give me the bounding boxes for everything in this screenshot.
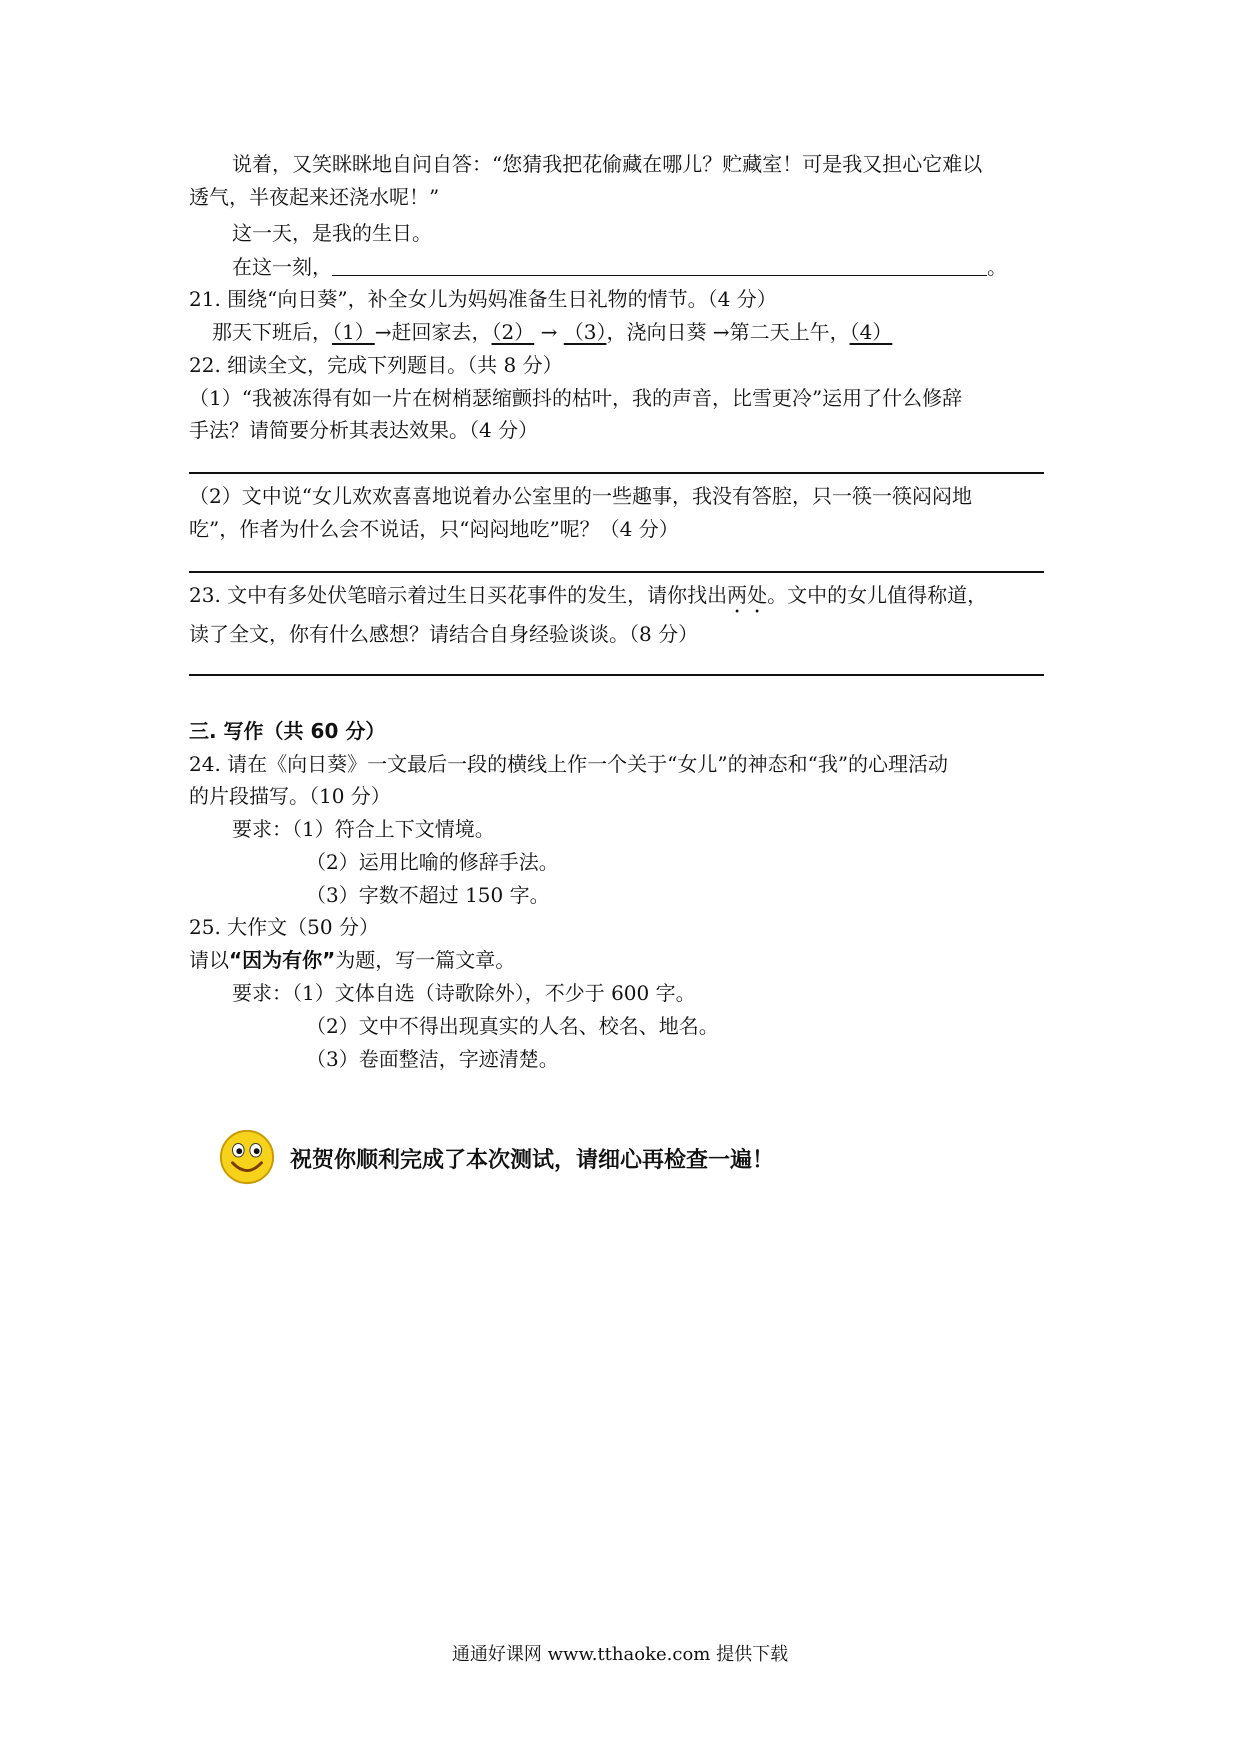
prompt-text-post: 为题，写一篇文章。 [335,948,516,972]
seq-text-2: →赶回家去， [374,320,492,344]
answer-blank[interactable] [332,255,987,276]
seq-blank-1[interactable]: （1） [332,320,375,344]
story-fill-suffix: 。 [987,255,1007,279]
smiley-face-icon [218,1128,276,1186]
question-25-requirement-3: （3）卷面整洁，字迹清楚。 [306,1047,559,1071]
question-24-requirement-1 [232,815,495,843]
seq-blank-2[interactable]: （2） [491,320,535,344]
question-22-2-line-2: 吃”，作者为什么会不说话，只“闷闷地吃”呢？（4 分） [189,517,679,541]
section-3-heading: 三. 写作（共 60 分） [189,719,386,743]
question-25-prompt [189,946,515,974]
story-fill-prefix: 在这一刻， [232,255,332,279]
question-22-2-line-1: （2）文中说“女儿欢欢喜喜地说着办公室里的一些趣事，我没有答腔，只一筷一筷闷闷地 [189,484,972,508]
story-line-1: 说着，又笑眯眯地自问自答：“您猜我把花偷藏在哪儿？贮藏室！可是我又担心它难以 [232,152,983,176]
requirement-label: 要求： [232,817,292,841]
closing-message: 祝贺你顺利完成了本次测试，请细心再检查一遍！ [290,1148,775,1173]
requirement-item: （1）文体自选（诗歌除外），不少于 600 字。 [292,981,696,1005]
page-footer: 通通好课网 www.tthaoke.com 提供下载 [451,1644,789,1665]
requirement-label: 要求： [232,981,292,1005]
question-24-line-2: 的片段描写。（10 分） [189,784,391,808]
question-25-requirement-1 [232,979,696,1007]
question-22-1-line-2: 手法？请简要分析其表达效果。（4 分） [189,418,539,442]
question-25-requirement-2: （2）文中不得出现真实的人名、校名、地名。 [306,1014,719,1038]
question-21-sequence [212,318,892,346]
question-22-1-line-1: （1）“我被冻得有如一片在树梢瑟缩颤抖的枯叶，我的声音，比雪更冷”运用了什么修辞 [189,386,963,410]
question-24-line-1: 24. 请在《向日葵》一文最后一段的横线上作一个关于“女儿”的神态和“我”的心理活动 [189,752,949,776]
question-24-requirement-2: （2）运用比喻的修辞手法。 [306,850,559,874]
prompt-text-pre: 请以 [189,948,229,972]
story-line-3: 这一天，是我的生日。 [232,221,432,245]
question-21-title: 21. 围绕“向日葵”，补全女儿为妈妈准备生日礼物的情节。（4 分） [189,287,777,311]
answer-line-22-1[interactable] [189,472,1044,474]
story-line-2: 透气，半夜起来还浇水呢！” [189,185,440,209]
story-fill-line [232,253,1007,281]
essay-topic: “因为有你” [229,948,336,972]
requirement-item: （1）符合上下文情境。 [292,817,495,841]
seq-blank-3[interactable]: （3） [563,320,607,344]
seq-text-4: ，浇向日葵 →第二天上午， [606,320,850,344]
q23-emphasis: 两处 [727,583,768,607]
question-24-requirement-3: （3）字数不超过 150 字。 [306,883,550,907]
question-22-title: 22. 细读全文，完成下列题目。（共 8 分） [189,353,563,377]
seq-text-1: 那天下班后， [212,320,332,344]
question-23-line-2: 读了全文，你有什么感想？请结合自身经验谈谈。（8 分） [189,622,699,646]
seq-blank-4[interactable]: （4） [849,320,893,344]
question-25-title: 25. 大作文（50 分） [189,915,379,939]
answer-line-23[interactable] [189,674,1044,676]
question-23-line-1 [189,581,987,618]
answer-line-22-2[interactable] [189,571,1044,573]
q23-text-post: 。文中的女儿值得称道， [767,583,988,607]
seq-text-3: → [534,320,564,344]
q23-text-pre: 23. 文中有多处伏笔暗示着过生日买花事件的发生，请你找出 [189,583,728,607]
